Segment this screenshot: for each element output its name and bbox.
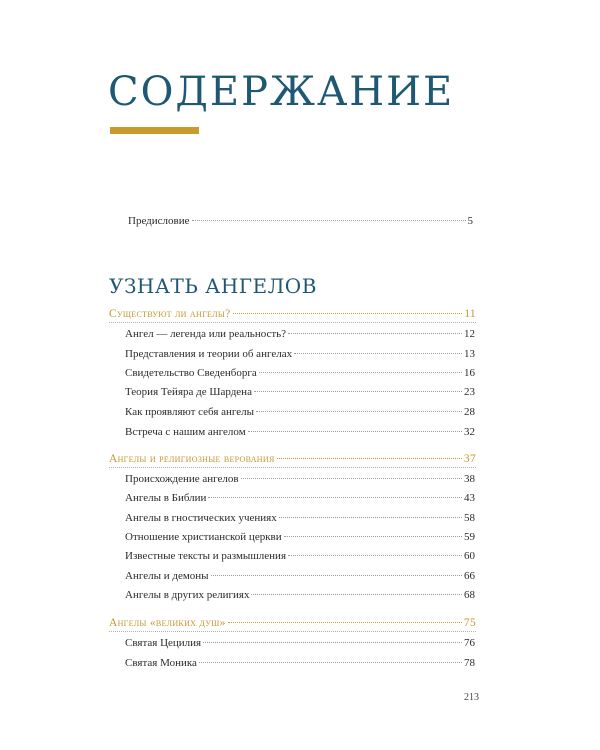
dot-leader — [259, 372, 462, 373]
toc-page: 68 — [464, 589, 475, 601]
toc-page: 37 — [463, 453, 476, 465]
toc-item[interactable] — [125, 327, 475, 341]
toc-chapter[interactable] — [109, 616, 476, 630]
toc-page: 11 — [464, 308, 476, 320]
toc-label: Теория Тейяра де Шардена — [125, 386, 252, 398]
part-title: УЗНАТЬ АНГЕЛОВ — [109, 274, 317, 298]
dot-leader — [199, 662, 462, 663]
toc-label: Ангелы и демоны — [125, 570, 209, 582]
toc-label: Ангелы в гностических учениях — [125, 512, 277, 524]
toc-label: Встреча с нашим ангелом — [125, 426, 246, 438]
toc-item[interactable] — [125, 588, 475, 602]
toc-label: Представления и теории об ангелах — [125, 348, 293, 360]
dot-leader — [203, 642, 462, 643]
toc-page: 13 — [464, 348, 475, 360]
toc-item[interactable] — [125, 385, 475, 399]
toc-page: 32 — [464, 426, 475, 438]
toc-page: 5 — [467, 215, 473, 227]
toc-item[interactable] — [125, 636, 475, 650]
toc-page: 38 — [464, 473, 475, 485]
toc-label: Святая Цецилия — [125, 637, 202, 649]
toc-label: Ангелы в Библии — [125, 492, 207, 504]
page-number: 213 — [464, 692, 479, 703]
toc-page: 75 — [463, 617, 476, 629]
toc-label: Святая Моника — [125, 657, 197, 669]
toc-label: Известные тексты и размышления — [125, 550, 286, 562]
toc-preface[interactable] — [128, 214, 473, 228]
toc-item[interactable] — [125, 549, 475, 563]
toc-label: Ангелы в других религиях — [125, 589, 250, 601]
toc-label: Предисловие — [128, 215, 190, 227]
dot-leader — [288, 333, 462, 334]
title-underline-bar — [110, 127, 199, 134]
toc-label: Отношение христианской церкви — [125, 531, 282, 543]
toc-page: 78 — [464, 657, 475, 669]
toc-label: Свидетельство Сведенборга — [125, 367, 257, 379]
dot-leader — [288, 555, 462, 556]
toc-page: 58 — [464, 512, 475, 524]
toc-label: Ангелы «великих душ» — [109, 617, 226, 629]
dot-leader — [256, 411, 462, 412]
dot-leader — [279, 517, 462, 518]
toc-label: Происхождение ангелов — [125, 473, 239, 485]
toc-item[interactable] — [125, 656, 475, 670]
toc-label: Существуют ли ангелы? — [109, 308, 231, 320]
toc-item[interactable] — [125, 491, 475, 505]
toc-page: 76 — [464, 637, 475, 649]
toc-item[interactable] — [125, 530, 475, 544]
toc-page: 66 — [464, 570, 475, 582]
separator-line — [109, 631, 476, 632]
toc-label: Ангелы и религиозные верования — [109, 453, 275, 465]
toc-page: 59 — [464, 531, 475, 543]
dot-leader — [233, 313, 463, 314]
toc-page: 28 — [464, 406, 475, 418]
toc-item[interactable] — [125, 511, 475, 525]
dot-leader — [228, 622, 462, 623]
toc-item[interactable] — [125, 569, 475, 583]
toc-item[interactable] — [125, 472, 475, 486]
page-title: СОДЕРЖАНИЕ — [108, 69, 455, 115]
toc-chapter[interactable] — [109, 307, 476, 321]
toc-item[interactable] — [125, 347, 475, 361]
dot-leader — [294, 353, 462, 354]
toc-item[interactable] — [125, 425, 475, 439]
toc-label: Как проявляют себя ангелы — [125, 406, 255, 418]
toc-page: 23 — [464, 386, 475, 398]
dot-leader — [248, 431, 462, 432]
dot-leader — [284, 536, 462, 537]
separator-line — [109, 467, 476, 468]
toc-label: Ангел — легенда или реальность? — [125, 328, 287, 340]
dot-leader — [208, 497, 462, 498]
toc-page: 60 — [464, 550, 475, 562]
toc-page: 43 — [464, 492, 475, 504]
toc-chapter[interactable] — [109, 452, 476, 466]
dot-leader — [241, 478, 462, 479]
dot-leader — [254, 391, 462, 392]
toc-item[interactable] — [125, 366, 475, 380]
dot-leader — [192, 220, 466, 221]
dot-leader — [251, 594, 462, 595]
separator-line — [109, 322, 476, 323]
dot-leader — [277, 458, 462, 459]
toc-page: 12 — [464, 328, 475, 340]
toc-item[interactable] — [125, 405, 475, 419]
dot-leader — [211, 575, 462, 576]
toc-page: 16 — [464, 367, 475, 379]
